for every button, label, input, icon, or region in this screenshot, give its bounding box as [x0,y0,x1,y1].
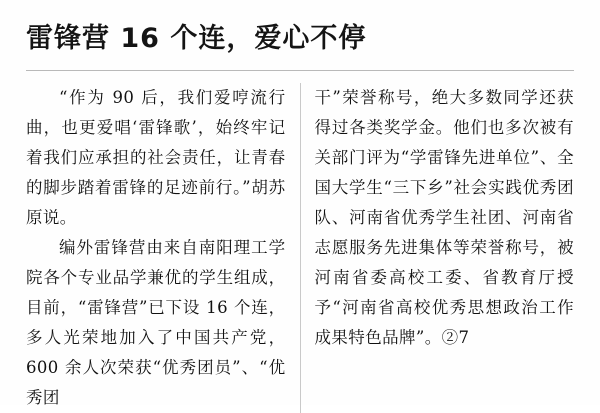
article-columns [26,83,574,413]
article-column-left [26,83,301,413]
article-paragraph-continued: 干”荣誉称号，绝大多数同学还获得过各类奖学金。他们也多次被有关部门评为“学雷锋先进单位”、全国大学生“三下乡”社会实践优秀团队、河南省优秀学生社团、河南省志愿服务先进集体等荣誉称号，被河南省委高校工委、省教育厅授予“河南省高校优秀思想政治工作成果特色品牌”。②7 [314,88,574,347]
article-paragraph: “作为 90 后，我们爱哼流行曲，也更爱唱‘雷锋歌’，始终牢记着我们应承担的社会责任，让青春的脚步踏着雷锋的足迹前行。”胡苏原说。 [26,88,286,227]
article-column-right [301,83,575,413]
article-paragraph: 编外雷锋营由来自南阳理工学院各个专业品学兼优的学生组成，目前，“雷锋营”已下设 16 个连，多人光荣地加入了中国共产党，600 余人次荣获“优秀团员”、“优秀团 [26,238,286,407]
article-headline: 雷锋营 16 个连，爱心不停 [26,23,367,54]
headline-divider [26,70,574,71]
